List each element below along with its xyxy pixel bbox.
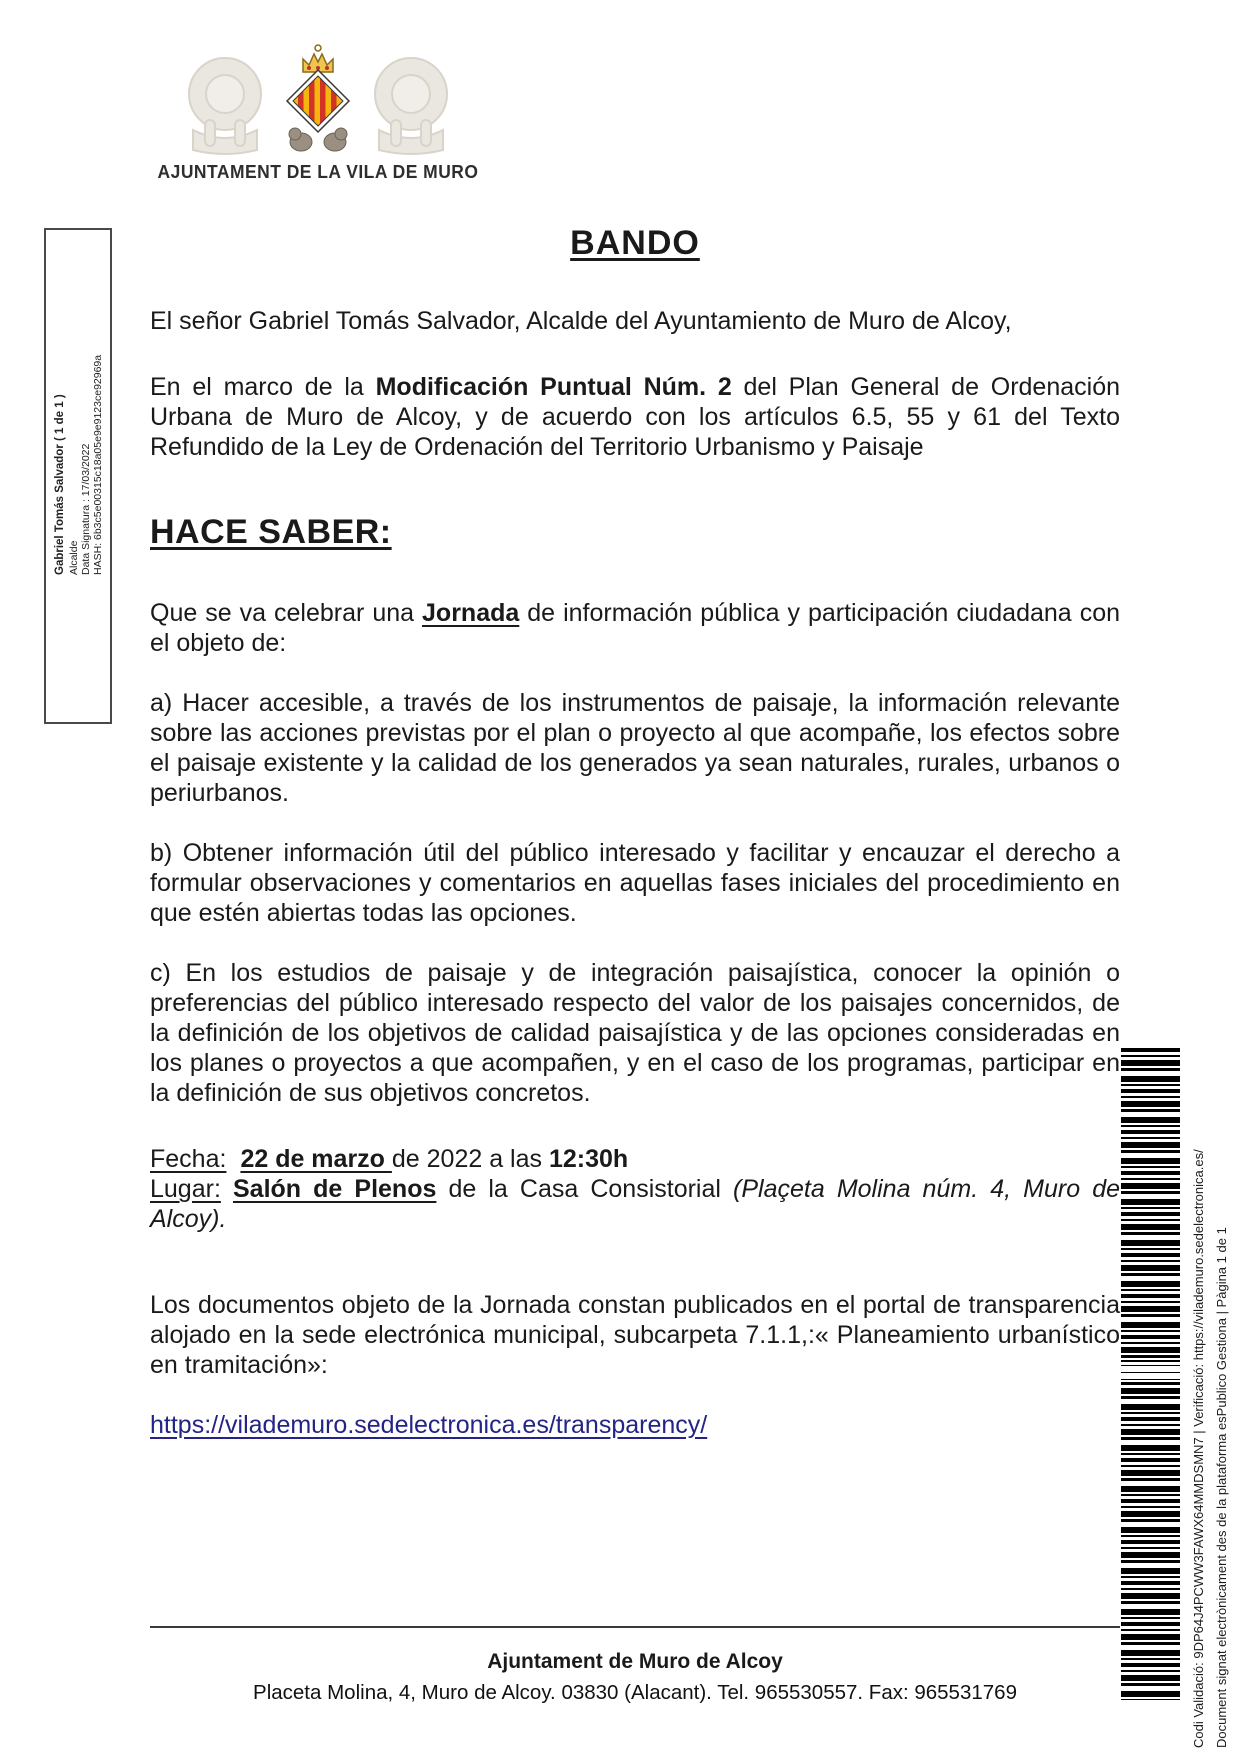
jornada-emphasis: Jornada	[422, 599, 520, 627]
item-b-paragraph: b) Obtener información útil del público interesado y facilitar y encauzar el derecho a formular observaciones y comentarios en aquellas fases iniciales del procedimiento en que estén abiertas todas las opciones.	[150, 839, 1120, 927]
fecha-label: Fecha:	[150, 1145, 227, 1173]
signed-platform-line: Document signat electrònicament des de la plataforma esPublico Gestiona | Pàgina 1 de 1	[1213, 1227, 1229, 1748]
signature-hash: HASH: 6b3c5e00315c18a05e9e9123ce92969a	[92, 354, 105, 575]
coat-of-arms-icon	[153, 42, 483, 160]
validation-sidebar	[1188, 1048, 1234, 1748]
hace-saber-heading: HACE SABER:	[150, 513, 392, 551]
signature-date: Data Signatura : 17/03/2022	[79, 443, 92, 575]
portal-paragraph: Los documentos objeto de la Jornada constan publicados en el portal de transparencia alojado en la sede electrónica municipal, subcarpeta 7.1.1,:« Planeamiento urbanístico en tramitación»:	[150, 1291, 1120, 1379]
announcement-paragraph: Que se va celebrar una Jornada de información pública y participación ciudadana con el objeto de:	[150, 599, 1120, 657]
footer-org-name: Ajuntament de Muro de Alcoy	[487, 1650, 783, 1673]
validation-code-line: Codi Validació: 9DP64J4PCWW3FAWX64MMDSMN7 | Verificació: https://vilademuro.sedelectronica.es/	[1191, 1149, 1206, 1748]
signer-role: Alcalde	[67, 540, 80, 575]
signature-stamp-text	[54, 354, 105, 575]
fecha-line: Fecha: 22 de marzo de 2022 a las 12:30h	[150, 1145, 629, 1173]
lugar-line: Lugar: Salón de Plenos de la Casa Consistorial (Plaçeta Molina núm. 4, Muro de Alcoy).	[150, 1175, 1121, 1233]
framework-paragraph: En el marco de la Modificación Puntual Núm. 2 del Plan General de Ordenación Urbana de Muro de Alcoy, y de acuerdo con los artículos 6.5, 55 y 61 del Texto Refundido de la Ley de Ordenación del Territorio Urbanismo y Paisaje	[150, 373, 1120, 461]
modification-name: Modificación Puntual Núm. 2	[375, 373, 732, 401]
event-address: (Plaçeta Molina núm. 4, Muro de Alcoy).	[150, 1175, 1121, 1233]
item-a-paragraph: a) Hacer accesible, a través de los instrumentos de paisaje, la información relevante sobre las acciones previstas por el plan o proyecto al que acompañe, los efectos sobre el paisaje existente y la calidad de los generados ya sean naturales, rurales, urbanos o periurbanos.	[150, 689, 1120, 807]
page-footer	[150, 1626, 1120, 1705]
document-body	[150, 224, 1120, 1470]
municipal-logo	[148, 42, 488, 183]
intro-paragraph: El señor Gabriel Tomás Salvador, Alcalde del Ayuntamiento de Muro de Alcoy,	[150, 307, 1012, 335]
barcode-guard-band	[1121, 1360, 1180, 1384]
document-title: BANDO	[570, 224, 700, 262]
event-time: 12:30h	[548, 1145, 629, 1173]
transparency-link[interactable]: https://vilademuro.sedelectronica.es/transparency/	[150, 1411, 708, 1439]
crown-icon	[303, 45, 333, 72]
senyera-shield-icon	[287, 70, 349, 132]
logo-org-name: AJUNTAMENT DE LA VILA DE MURO	[157, 162, 479, 182]
lugar-label: Lugar:	[150, 1175, 221, 1203]
signer-name: Gabriel Tomás Salvador ( 1 de 1 )	[54, 394, 66, 575]
event-place: Salón de Plenos	[232, 1175, 437, 1203]
item-c-paragraph: c) En los estudios de paisaje y de integración paisajística, conocer la opinión o preferencias del público interesado respecto del valor de los paisajes concernidos, de la definición de los objetivos de calidad paisajística y de las opciones consideradas en los planes o proyectos a que acompañen, y en el caso de los programas, participar en la definición de sus objetivos concretos.	[150, 959, 1120, 1107]
footer-divider	[150, 1626, 1120, 1628]
footer-address: Placeta Molina, 4, Muro de Alcoy. 03830 (Alacant). Tel. 965530557. Fax: 965531769	[253, 1681, 1017, 1704]
transparency-link-line	[150, 1410, 1120, 1440]
